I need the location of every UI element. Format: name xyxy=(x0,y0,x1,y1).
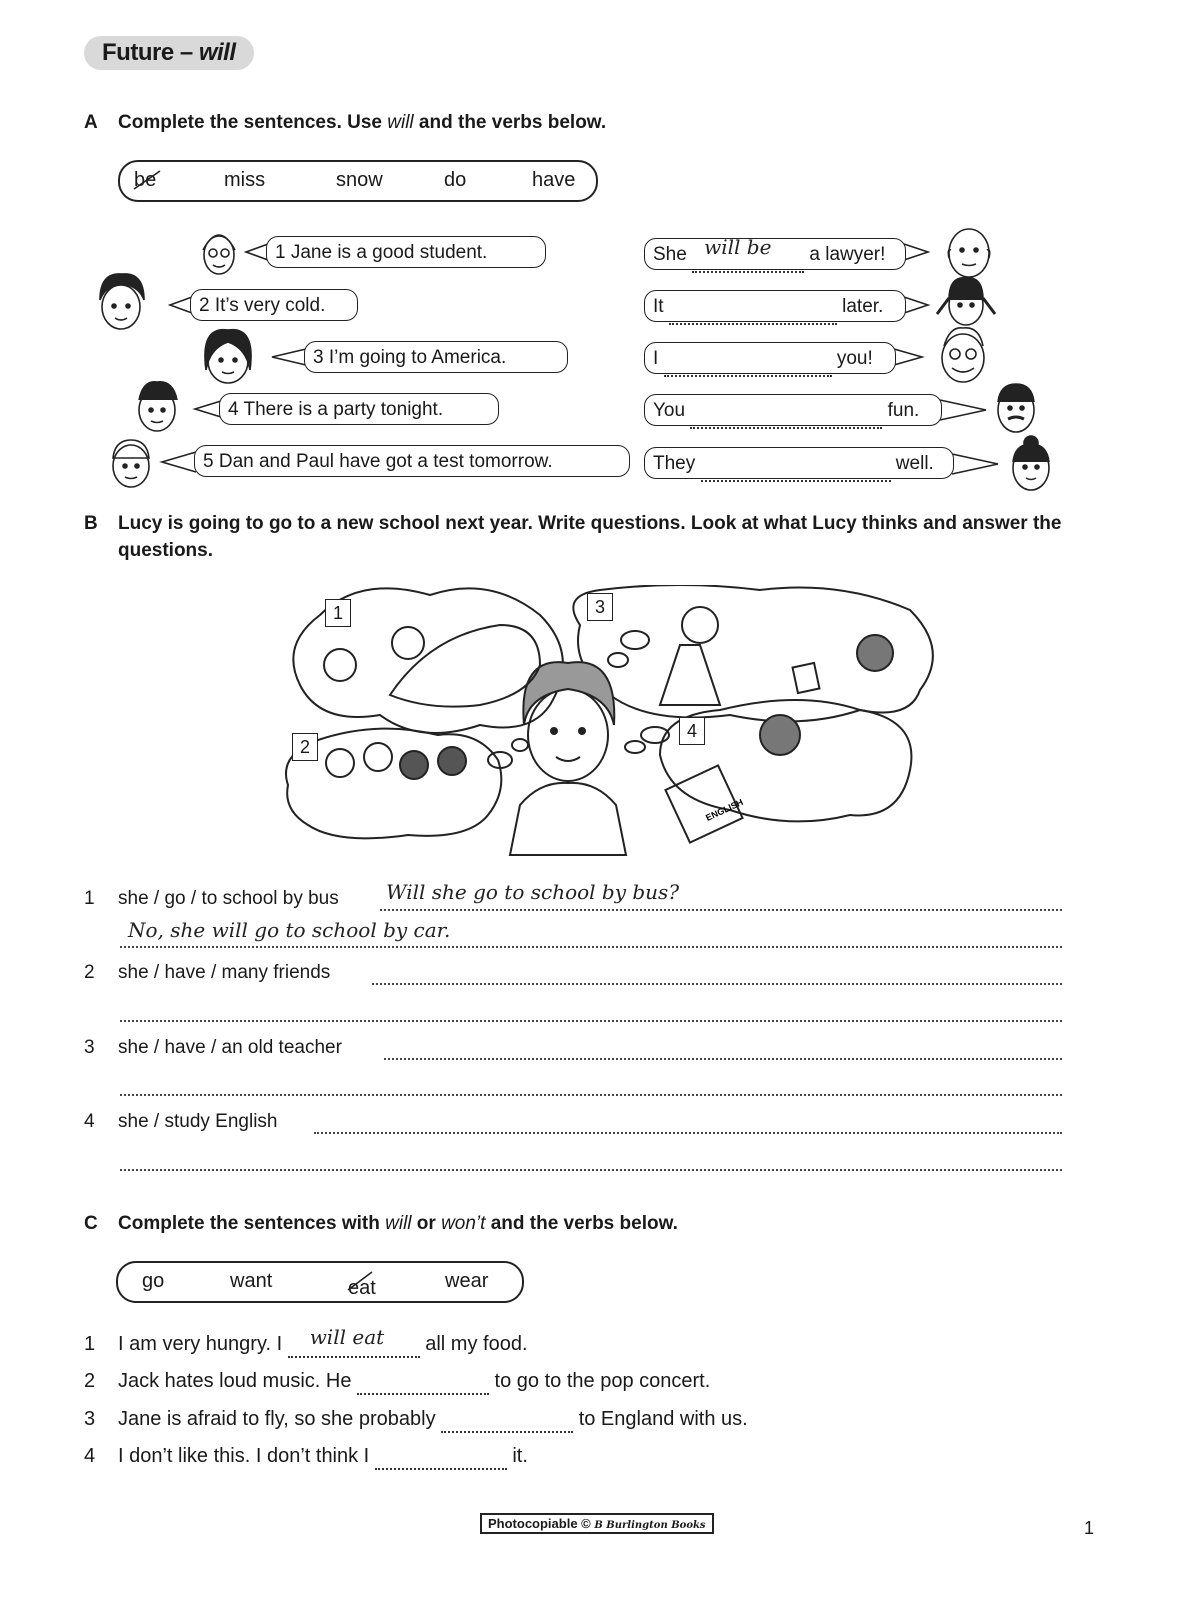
question-number: 4 xyxy=(84,1111,95,1132)
face-girl2-icon xyxy=(100,274,144,329)
blank-input-a3[interactable] xyxy=(664,343,832,377)
sentence-c4: I don’t like this. I don’t think I it. xyxy=(118,1445,528,1470)
question-number: 3 xyxy=(84,1037,95,1058)
question-prompt: she / study English xyxy=(118,1111,278,1132)
bubble-right-2: It later. xyxy=(644,290,906,322)
question-prompt: she / have / an old teacher xyxy=(118,1037,342,1058)
face-man-mustache-icon xyxy=(998,384,1034,432)
question-prompt: she / go / to school by bus xyxy=(118,888,339,909)
bubble-left-5: 5 Dan and Paul have got a test tomorrow. xyxy=(194,445,630,477)
bubble-left-3: 3 I’m going to America. xyxy=(304,341,568,373)
title-main: Future – xyxy=(102,39,199,66)
blank-input-c4[interactable] xyxy=(375,1445,507,1470)
answer-line[interactable] xyxy=(120,946,1062,948)
section-a-illustrations xyxy=(0,0,1200,500)
face-girl-pigtails-icon xyxy=(937,278,995,325)
bubble-right-4: You fun. xyxy=(644,394,942,426)
verb-want: want xyxy=(230,1270,273,1292)
verb-miss: miss xyxy=(224,169,266,191)
face-girl3-icon xyxy=(205,330,251,383)
sentence-number: 2 xyxy=(84,1370,96,1392)
section-a-instruction: Complete the sentences. Use will and the verbs below. xyxy=(118,112,607,133)
answer-line[interactable] xyxy=(384,1058,1062,1060)
face-jane-icon xyxy=(203,235,235,274)
section-a-letter: A xyxy=(84,112,98,133)
bubble-right-3: I you! xyxy=(644,342,896,374)
blank-input-c3[interactable] xyxy=(441,1408,573,1433)
verb-snow: snow xyxy=(336,169,383,191)
bubble-left-4: 4 There is a party tonight. xyxy=(219,393,499,425)
blank-input-a5[interactable] xyxy=(701,448,891,482)
blank-input-c2[interactable] xyxy=(357,1370,489,1395)
thought-cloud-2 xyxy=(286,729,501,839)
sentence-c2: Jack hates loud music. He to go to the pop concert. xyxy=(118,1370,710,1395)
answer-will-be: will be xyxy=(704,235,772,259)
answer-line[interactable] xyxy=(314,1132,1062,1134)
bubble-left-1: 1 Jane is a good student. xyxy=(266,236,546,268)
face-man-bald-icon xyxy=(948,229,989,277)
picture-label-4: 4 xyxy=(679,717,705,745)
question-number: 1 xyxy=(84,888,95,909)
picture-label-2: 2 xyxy=(292,733,318,761)
sentence-c3: Jane is afraid to fly, so she probably to England with us. xyxy=(118,1408,748,1433)
newspaper-label: ENGLISH xyxy=(704,796,745,823)
strike-icon xyxy=(346,1268,376,1294)
verb-box-c: go want eat wear xyxy=(116,1261,524,1303)
lucy-body xyxy=(510,783,626,855)
picture-label-1: 1 xyxy=(325,599,351,627)
answer-line[interactable] xyxy=(380,909,1062,911)
photocopiable-notice: Photocopiable © B Burlington Books xyxy=(480,1513,714,1534)
face-boy4-icon xyxy=(139,382,177,431)
sentence-number: 3 xyxy=(84,1408,96,1430)
section-c-instruction: Complete the sentences with will or won’t and the verbs below. xyxy=(118,1213,678,1234)
answer-will-eat: will eat xyxy=(309,1325,385,1349)
verb-be: be xyxy=(134,169,156,192)
section-b-instruction: Lucy is going to go to a new school next year. Write questions. Look at what Lucy thinks and answer the questions. xyxy=(118,513,1062,561)
answer-line[interactable] xyxy=(120,1020,1062,1022)
question-number: 2 xyxy=(84,962,95,983)
verb-go: go xyxy=(142,1270,165,1292)
blank-input-a2[interactable] xyxy=(669,291,837,325)
section-b-letter: B xyxy=(84,513,98,534)
sentence-number: 1 xyxy=(84,1333,96,1355)
picture-label-3: 3 xyxy=(587,593,613,621)
face-boy5-icon xyxy=(113,440,149,487)
bubble-right-1: She will be a lawyer! xyxy=(644,238,906,270)
verb-wear: wear xyxy=(445,1270,489,1292)
answer-line[interactable] xyxy=(372,983,1062,985)
bubble-left-2: 2 It’s very cold. xyxy=(190,289,358,321)
answer-line[interactable] xyxy=(120,1169,1062,1171)
question-prompt: she / have / many friends xyxy=(118,962,331,983)
bubble-right-5: They well. xyxy=(644,447,954,479)
section-c-letter: C xyxy=(84,1213,98,1234)
answer-question-1: Will she go to school by bus? xyxy=(386,880,680,904)
face-boy-glasses-icon xyxy=(942,328,984,382)
lucy-face xyxy=(528,689,608,781)
publisher-logo: B Burlington Books xyxy=(594,1520,706,1531)
face-woman-bun-icon xyxy=(1013,436,1049,490)
sentence-number: 4 xyxy=(84,1445,96,1467)
verb-have: have xyxy=(532,169,576,191)
sentence-c1: I am very hungry. I will eat all my food. xyxy=(118,1333,528,1358)
verb-do: do xyxy=(444,169,467,191)
blank-input-a4[interactable] xyxy=(690,395,882,429)
title-italic: will xyxy=(198,39,236,66)
page-number: 1 xyxy=(1084,1518,1095,1538)
lucy-thought-illustration xyxy=(280,585,940,865)
answer-line[interactable] xyxy=(120,1094,1062,1096)
answer-reply-1: No, she will go to school by car. xyxy=(128,918,451,942)
blank-input-c1[interactable] xyxy=(288,1325,420,1358)
